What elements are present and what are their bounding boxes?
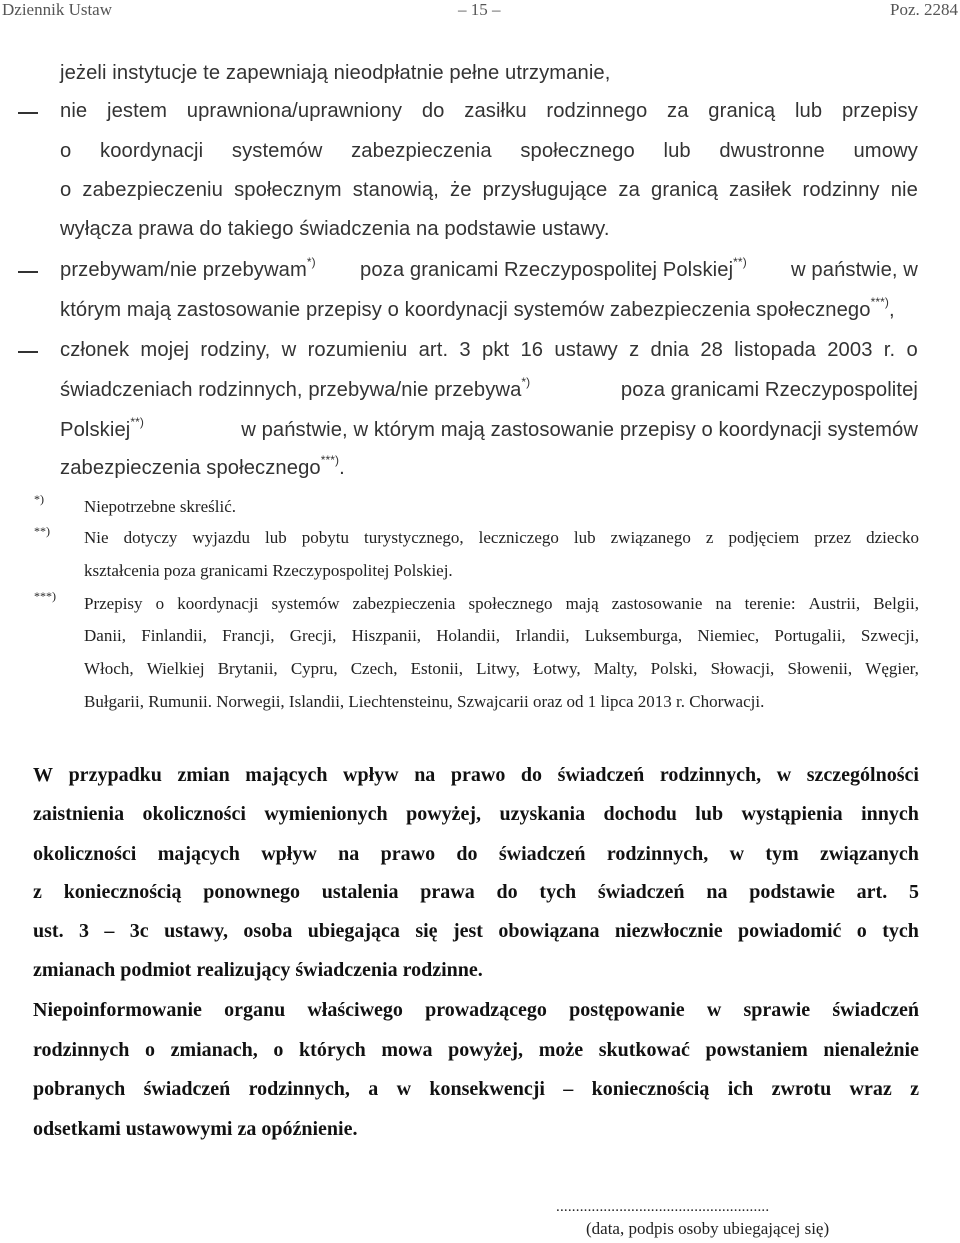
footnote-2-line-2: kształcenia poza granicami Rzeczypospolitej Polskiej. [84, 561, 453, 580]
word: związanego [610, 528, 691, 547]
word: Wielkiej [146, 659, 205, 678]
word: powyżej, [448, 1039, 524, 1061]
signature-line: ...................................................... [556, 1199, 770, 1215]
word: w [706, 999, 722, 1021]
word: których [299, 1039, 366, 1061]
word: Słowacji, [710, 659, 775, 678]
word: członek [60, 339, 130, 361]
statement-line-8 [60, 339, 918, 362]
word: ust. [33, 920, 64, 942]
word: Litwy, [476, 659, 520, 678]
word: Węgier, [865, 659, 919, 678]
word: w [281, 339, 297, 361]
word: ustalenia [321, 881, 399, 903]
word: Holandii, [436, 626, 500, 645]
word: Przepisy [84, 594, 143, 613]
word: zasiłku [464, 100, 527, 122]
footnote-3-line-2 [84, 626, 919, 646]
word: ich [727, 1078, 754, 1100]
word: o [144, 1039, 155, 1061]
word: dziecko [866, 528, 919, 547]
word: Irlandii, [515, 626, 570, 645]
word: o [273, 1039, 284, 1061]
word: rodziny, [200, 339, 271, 361]
word: sprawie [743, 999, 811, 1021]
word: okoliczności [142, 803, 246, 825]
footnote-3-line-4: Bułgarii, Rumunii. Norwegii, Islandii, Liechtensteinu, Szwajcarii oraz od 1 lipca 2013 r. Chorwacji. [84, 692, 765, 711]
word: granicą [708, 100, 776, 122]
word: w [396, 1078, 412, 1100]
word: 28 [700, 339, 724, 361]
word: 3 [78, 920, 89, 942]
word: rozumieniu [307, 339, 408, 361]
word: Szwecji, [860, 626, 919, 645]
word: pkt [482, 339, 510, 361]
word: jestem [106, 100, 168, 122]
footnote-ref: **) [130, 415, 145, 429]
word: lub [573, 528, 596, 547]
page-header [0, 0, 960, 24]
word: dnia [650, 339, 690, 361]
signature-label: (data, podpis osoby ubiegającej się) [586, 1219, 830, 1238]
statement-line-7: którym mają zastosowanie przepisy o koordynacji systemów zabezpieczenia społecznego***), [60, 295, 895, 321]
word: Włoch, [84, 659, 134, 678]
word: tym [765, 843, 799, 865]
word: osoba [243, 920, 293, 942]
notice-p2-line-3 [33, 1078, 919, 1101]
footnote-ref: ***) [320, 453, 340, 467]
word: – [104, 920, 115, 942]
word: Danii, [84, 626, 127, 645]
word: nienależnie [823, 1039, 919, 1061]
statement-line-4 [60, 179, 918, 202]
word: prowadzącego [425, 999, 547, 1021]
word: listopada [734, 339, 816, 361]
footnote-ref: *) [306, 255, 316, 269]
word: rodzinnych, [606, 843, 709, 865]
word: 3 [459, 339, 471, 361]
word: świadczeń [597, 881, 685, 903]
word: – [563, 1078, 574, 1100]
word: Portugalii, [774, 626, 846, 645]
word: świadczeń [143, 1078, 231, 1100]
word: a [368, 1078, 379, 1100]
statement-line-6 [60, 255, 918, 282]
word: szczególności [806, 764, 919, 786]
word: Malty, [593, 659, 638, 678]
word: Nie [84, 528, 109, 547]
footnote-marker-1: *) [34, 492, 44, 506]
word: zastosowanie [611, 594, 703, 613]
text-fragment: Polskiej**) [60, 415, 145, 441]
text-fragment: w państwie, w [791, 259, 918, 281]
word: związanych [820, 843, 919, 865]
text-fragment: świadczeniach rodzinnych, przebywa/nie przebywa*) [60, 375, 531, 401]
word: Niepoinformowanie [33, 999, 202, 1021]
word: na [338, 843, 360, 865]
word: przysługujące [482, 179, 608, 201]
journal-title: Dziennik Ustaw [2, 0, 113, 19]
word: w [776, 764, 792, 786]
word: prawo [380, 843, 436, 865]
word: Belgii, [873, 594, 919, 613]
word: właściwego [307, 999, 403, 1021]
word: pobytu [301, 528, 349, 547]
word: za [618, 179, 640, 201]
word: mających [245, 764, 328, 786]
word: o [155, 594, 165, 613]
word: Polski, [650, 659, 698, 678]
word: konsekwencji [429, 1078, 545, 1100]
word: przypadku [68, 764, 162, 786]
notice-p1-line-1 [33, 764, 919, 787]
notice-p1-line-2 [33, 803, 919, 826]
statement-line-5: wyłącza prawa do takiego świadczenia na podstawie ustawy. [60, 218, 610, 240]
word: z [629, 339, 640, 361]
word: 2003 [827, 339, 873, 361]
word: lub [695, 803, 724, 825]
word: się [415, 920, 438, 942]
word: Brytanii, [217, 659, 278, 678]
statement-line-9 [60, 375, 918, 402]
word: Hiszpanii, [351, 626, 422, 645]
footnote-marker-2: **) [34, 524, 50, 538]
word: ustawy, [164, 920, 228, 942]
word: Francji, [222, 626, 275, 645]
word: z [33, 881, 42, 903]
word: za [667, 100, 689, 122]
word: z [910, 1078, 919, 1100]
notice-p2-line-1 [33, 999, 919, 1022]
word: rodzinnego [546, 100, 648, 122]
word: wraz [849, 1078, 892, 1100]
footnote-2-line-1 [84, 528, 919, 548]
word: zaistnienia [33, 803, 125, 825]
word: wystąpienia [741, 803, 843, 825]
word: Niemiec, [697, 626, 760, 645]
word: wpływ [261, 843, 317, 865]
word: rodzinnych, [659, 764, 762, 786]
word: ustawy [554, 339, 618, 361]
word: prawo [450, 764, 506, 786]
word: mają [565, 594, 599, 613]
word: koniecznością [63, 881, 182, 903]
statement-line-1: jeżeli instytucje te zapewniają nieodpłatnie pełne utrzymanie, [60, 62, 611, 84]
notice-p1-line-4 [33, 881, 919, 904]
notice-p1-line-5 [33, 920, 919, 943]
word: na [706, 881, 728, 903]
word: Finlandii, [141, 626, 207, 645]
word: zasiłek [729, 179, 792, 201]
word: że [450, 179, 472, 201]
dash-bullet [18, 112, 38, 114]
word: o [856, 920, 867, 942]
word: wyjazdu [192, 528, 250, 547]
word: powyżej, [406, 803, 482, 825]
word: koniecznością [591, 1078, 710, 1100]
text-fragment: poza granicami Rzeczypospolitej Polskiej**) [360, 255, 747, 281]
word: organu [224, 999, 286, 1021]
word: o [60, 140, 72, 162]
footnote-ref: ***) [870, 295, 889, 309]
word: podjęciem [728, 528, 800, 547]
notice-p1-line-6: zmianach podmiot realizujący świadczenia rodzinne. [33, 959, 483, 981]
word: zabezpieczenia [352, 594, 456, 613]
word: W [33, 764, 53, 786]
word: systemów [231, 140, 323, 162]
footnote-ref: **) [733, 255, 747, 269]
word: dochodu [603, 803, 677, 825]
footnote-3-line-3 [84, 659, 919, 679]
word: tych [882, 920, 919, 942]
word: o [60, 179, 72, 201]
word: skutkować [598, 1039, 690, 1061]
word: świadczeń [832, 999, 919, 1021]
position-number: Poz. 2284 [890, 0, 958, 19]
word: art. [856, 881, 888, 903]
footnote-ref: *) [521, 375, 531, 389]
word: dwustronne [719, 140, 825, 162]
word: wpływ [343, 764, 399, 786]
word: lub [265, 528, 287, 547]
word: zabezpieczenia [351, 140, 492, 162]
word: turystycznego, [364, 528, 464, 547]
word: terenie: [744, 594, 796, 613]
word: ponownego [203, 881, 300, 903]
word: r. [883, 339, 896, 361]
word: Austrii, [808, 594, 861, 613]
word: lub [794, 100, 823, 122]
word: do [520, 764, 543, 786]
word: niezwłocznie [614, 920, 723, 942]
word: umowy [853, 140, 918, 162]
statement-line-2 [60, 100, 918, 123]
word: mojej [140, 339, 190, 361]
footnote-marker-3: ***) [34, 589, 56, 603]
word: o [906, 339, 918, 361]
word: koordynacji [100, 140, 204, 162]
notice-p2-line-2 [33, 1039, 919, 1062]
notice-p2-line-4: odsetkami ustawowymi za opóźnienie. [33, 1118, 358, 1140]
word: wymienionych [264, 803, 388, 825]
word: mowa [381, 1039, 433, 1061]
word: zmianach, [170, 1039, 258, 1061]
text-fragment: w państwie, w którym mają zastosowanie przepisy o koordynacji systemów [241, 419, 918, 441]
word: Słowenii, [787, 659, 853, 678]
word: przez [814, 528, 852, 547]
word: Łotwy, [533, 659, 581, 678]
word: 16 [520, 339, 544, 361]
word: pobranych [33, 1078, 126, 1100]
dash-bullet [18, 271, 38, 273]
word: zwrotu [771, 1078, 832, 1100]
word: Grecji, [289, 626, 337, 645]
word: okoliczności [33, 843, 137, 865]
word: koordynacji [177, 594, 259, 613]
word: zabezpieczeniu [82, 179, 223, 201]
word: z [705, 528, 714, 547]
word: społecznego [468, 594, 553, 613]
word: powstaniem [705, 1039, 808, 1061]
word: rodzinnych [33, 1039, 130, 1061]
dash-bullet [18, 351, 38, 353]
word: rodzinny [802, 179, 880, 201]
text-fragment: przebywam/nie przebywam*) [60, 255, 316, 281]
word: obowiązana [498, 920, 600, 942]
word: uprawniona/uprawniony [186, 100, 403, 122]
word: społecznym [234, 179, 342, 201]
word: ubiegająca [307, 920, 400, 942]
footnote-3-line-1 [84, 594, 919, 614]
word: społecznego [520, 140, 635, 162]
statement-line-11: zabezpieczenia społecznego***). [60, 453, 345, 479]
word: przepisy [841, 100, 918, 122]
word: rodzinnych, [248, 1078, 350, 1100]
page-number: – 15 – [458, 0, 501, 19]
word: lub [663, 140, 691, 162]
word: tych [539, 881, 577, 903]
word: art. [418, 339, 449, 361]
word: podstawie [749, 881, 835, 903]
word: Cypru, [290, 659, 338, 678]
word: świadczeń [557, 764, 645, 786]
word: stanowią, [352, 179, 439, 201]
word: 5 [909, 881, 919, 903]
word: do [421, 100, 445, 122]
word: do [456, 843, 478, 865]
word: może [538, 1039, 584, 1061]
word: jest [452, 920, 483, 942]
word: na [715, 594, 732, 613]
word: nie [60, 100, 88, 122]
word: innych [861, 803, 919, 825]
word: Czech, [350, 659, 398, 678]
word: postępowanie [569, 999, 685, 1021]
word: uzyskania [499, 803, 586, 825]
word: prawa [420, 881, 475, 903]
footnote-1-text: Niepotrzebne skreślić. [84, 497, 236, 516]
word: leczniczego [478, 528, 559, 547]
word: nie [890, 179, 918, 201]
notice-p1-line-3 [33, 843, 919, 866]
word: mających [157, 843, 240, 865]
text-fragment: poza granicami Rzeczypospolitej [620, 379, 918, 401]
word: 3c [129, 920, 149, 942]
word: na [414, 764, 436, 786]
word: dotyczy [123, 528, 178, 547]
statement-line-3 [60, 140, 918, 163]
word: w [729, 843, 745, 865]
word: powiadomić [738, 920, 842, 942]
word: zmian [177, 764, 230, 786]
word: świadczeń [498, 843, 586, 865]
word: Luksemburga, [584, 626, 683, 645]
statement-line-10 [60, 415, 918, 442]
word: granicą [651, 179, 718, 201]
word: Estonii, [410, 659, 464, 678]
word: systemów [271, 594, 340, 613]
word: do [496, 881, 518, 903]
